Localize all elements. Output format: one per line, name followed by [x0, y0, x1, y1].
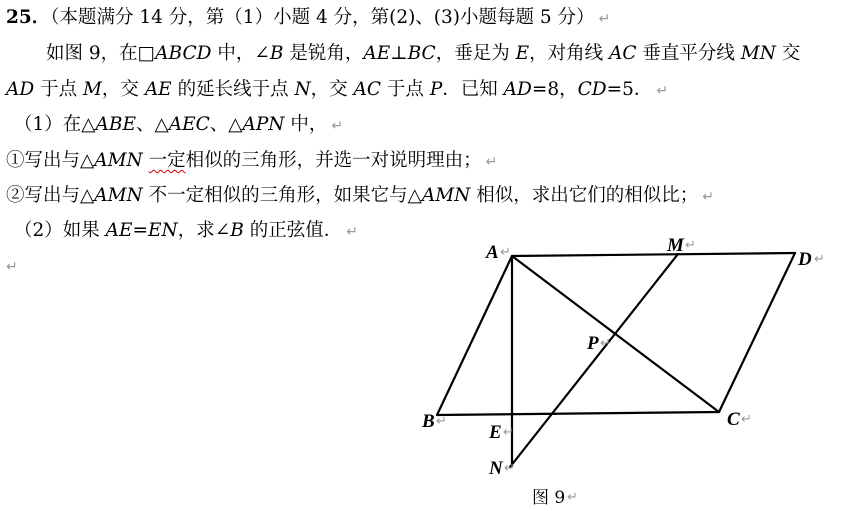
math-var: AE⊥BC — [363, 43, 436, 64]
math-var: AE — [144, 79, 172, 100]
part-text: 、△ — [135, 114, 169, 135]
paragraph-mark-icon: ↵ — [485, 154, 498, 170]
label-m: M — [667, 235, 684, 256]
stem-text: ，对角线 — [529, 43, 609, 64]
paragraph-mark-icon: ↵ — [504, 461, 515, 476]
label-a: A — [486, 242, 499, 263]
score-note: （本题满分 14 分，第（1）小题 4 分，第(2)、(3)小题每题 5 分） — [50, 7, 595, 28]
stem-text: 于点 — [381, 79, 430, 100]
math-var: MN — [740, 43, 776, 64]
math-var: AD — [6, 79, 35, 100]
math-var: B — [230, 220, 244, 241]
segment-cb — [437, 412, 719, 415]
math-var: ABCD — [155, 43, 212, 64]
stem-text: =8， — [531, 79, 578, 100]
segment-mn — [510, 254, 678, 467]
stem-text: 的延长线于点 — [171, 79, 295, 100]
paragraph-mark-icon: ↵ — [6, 259, 18, 275]
stem-text: 中，∠ — [211, 43, 270, 64]
paragraph-mark-icon: ↵ — [685, 238, 696, 253]
math-var: N — [294, 79, 311, 100]
question-text: ②写出与△ — [6, 185, 95, 206]
label-d: D — [798, 249, 812, 270]
math-var: AMN — [94, 150, 143, 171]
stem-text: ，交 — [310, 79, 354, 100]
stem-text: 是锐角， — [283, 43, 364, 64]
paragraph-mark-icon: ↵ — [598, 11, 611, 27]
question-text: 相似，求出它们的相似比； — [470, 185, 699, 206]
math-var: E — [515, 43, 530, 64]
figure-caption: 图 9 — [532, 488, 566, 508]
stem-text: =5． — [606, 79, 653, 100]
part-text: 中， — [284, 114, 328, 135]
paragraph-mark-icon: ↵ — [331, 118, 344, 134]
math-var: ABE — [95, 114, 136, 135]
paragraph-mark-icon: ↵ — [567, 490, 578, 505]
paragraph-mark-icon: ↵ — [656, 83, 669, 99]
part-text: ，求∠ — [177, 220, 231, 241]
stem-text: ，交 — [101, 79, 145, 100]
stem-text: 于点 — [34, 79, 83, 100]
math-var: AC — [353, 79, 382, 100]
label-p: P — [587, 333, 599, 354]
math-var: APN — [242, 114, 285, 135]
stem-text: 如图 9，在□ — [46, 43, 156, 64]
segment-dc — [719, 253, 795, 412]
stem-text: ，垂足为 — [435, 43, 516, 64]
math-var: B — [269, 43, 284, 64]
problem-number: 25． — [6, 7, 51, 28]
segment-ad — [512, 253, 795, 256]
math-var: M — [82, 79, 102, 100]
paragraph-mark-icon: ↵ — [500, 245, 511, 260]
label-n: N — [489, 458, 503, 479]
question-text: 不一定相似的三角形，如果它与△ — [142, 185, 422, 206]
question-text: 相似的三角形，并选一对说明理由； — [185, 150, 482, 171]
math-var: AD — [503, 79, 532, 100]
math-var: AMN — [421, 185, 471, 206]
part-text: 、△ — [209, 114, 243, 135]
paragraph-mark-icon: ↵ — [503, 425, 514, 440]
math-var: CD — [577, 79, 607, 100]
paragraph-mark-icon: ↵ — [346, 224, 358, 240]
stem-text: 交 — [775, 43, 801, 64]
stem-text: 垂直平分线 — [636, 43, 741, 64]
label-e: E — [489, 422, 502, 443]
label-c: C — [727, 409, 740, 430]
segment-ba — [437, 256, 512, 415]
paragraph-mark-icon: ↵ — [702, 189, 714, 205]
paragraph-mark-icon: ↵ — [741, 412, 752, 427]
stem-text: ．已知 — [442, 79, 504, 100]
paragraph-mark-icon: ↵ — [814, 252, 825, 267]
part-text: 的正弦值． — [243, 220, 343, 241]
part-text: （1）在△ — [14, 114, 96, 135]
spellcheck-underlined-word: 一定 — [148, 150, 186, 171]
part-text: （2）如果 — [14, 220, 106, 241]
math-var: AE=EN — [105, 220, 178, 241]
math-var: AMN — [94, 185, 143, 206]
question-text: ①写出与△ — [6, 150, 95, 171]
paragraph-mark-icon: ↵ — [600, 336, 611, 351]
label-b: B — [422, 411, 435, 432]
math-var: P — [429, 79, 443, 100]
math-var: AEC — [168, 114, 210, 135]
math-var: AC — [608, 43, 637, 64]
paragraph-mark-icon: ↵ — [436, 414, 447, 429]
